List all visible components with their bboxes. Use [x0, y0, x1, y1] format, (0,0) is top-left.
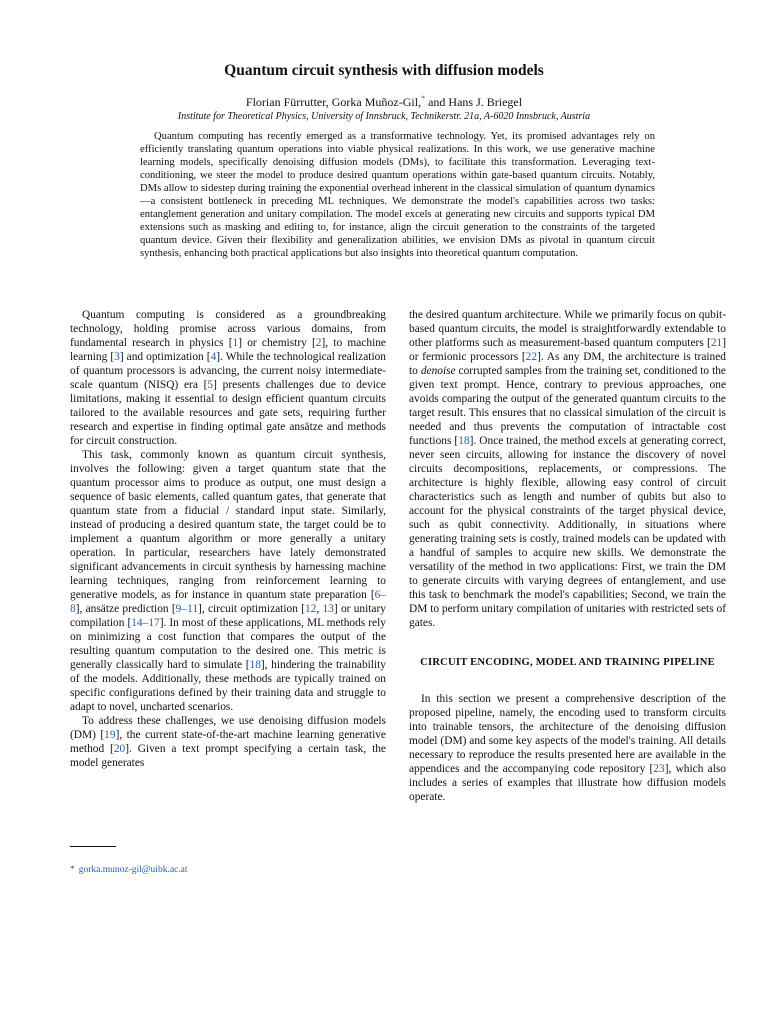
citation-link[interactable]: 14–17	[131, 617, 160, 629]
citation-link[interactable]: 12	[304, 603, 317, 615]
citation-link[interactable]: 1	[232, 337, 239, 349]
footnote-divider	[70, 846, 116, 847]
affiliation: Institute for Theoretical Physics, University of Innsbruck, Technikerstr. 21a, A-6020 Innsbruck, Austria	[177, 111, 591, 122]
corresponding-author-mark[interactable]: *	[421, 94, 426, 103]
section-heading: CIRCUIT ENCODING, MODEL AND TRAINING PIPELINE	[420, 657, 715, 668]
author-list	[0, 94, 768, 110]
citation-link[interactable]: 20	[113, 743, 126, 755]
authors-main: Florian Fürrutter, Gorka Muñoz-Gil,	[245, 95, 422, 109]
emphasis-denoise: denoise	[420, 365, 456, 377]
paragraph-diffusion-intro: To address these challenges, we use denoising diffusion models (DM) [19], the current state-of-the-art machine learning generative method [20]. Given a text prompt specifying a certain task, the model generates	[70, 715, 386, 769]
citation-link[interactable]: 18	[458, 435, 470, 447]
paragraph-pipeline: In this section we present a comprehensive description of the proposed pipeline, namely, the encoding used to transform circuits into trainable tensors, the architecture of the denoising diffusion model (DM) and some key aspects of the model's training. All details necessary to reproduce the results presented here are available in the appendices and the accompanying code repository [23], which also includes a series of examples that illustrate how diffusion models operate.	[409, 693, 726, 803]
citation-link[interactable]: 13	[322, 603, 334, 615]
citation-link[interactable]: 3	[114, 351, 120, 363]
paragraph-synthesis: This task, commonly known as quantum circuit synthesis, involves the following: given a target quantum state that the quantum processor aims to produce as output, one must design a sequence of basic elements, called quantum gates, that generate that quantum state from a fiducial / standard input state. Similarly, instead of producing a desired quantum state, the target could be to implement a quantum algorithm or more generally a unitary operation. In particular, researchers have lately demonstrated significant advancements in circuit synthesis by harnessing machine learning techniques, ranging from reinforcement learning to generative models, as for instance in quantum state preparation [6–8], ansätze prediction [9–11], circuit optimization [12, 13] or unitary compilation [14–17]. In most of these applications, ML methods rely on minimizing a cost function that compares the output of the resulting quantum computation to the desired one. This metric is generally classically hard to simulate [18], hindering the trainability of the models. Additionally, these methods are typically trained on specific configurations defined by their training data and struggle to adapt to novel, uncharted scenarios.	[70, 449, 386, 713]
paragraph-intro: Quantum computing is considered as a groundbreaking technology, holding promise across various domains, from fundamental research in physics [1] or chemistry [2], to machine learning [3] and optimization [4]. While the technological realization of quantum processors is advancing, the current noisy intermediate-scale quantum (NISQ) era [5] presents challenges due to device limitations, making it essential to design efficient quantum circuits tailored to the available resources and gate sets, requiring further research and expertise in finding optimal gate ansätze and methods for circuit construction.	[70, 309, 386, 447]
abstract: Quantum computing has recently emerged as a transformative technology. Yet, its promised advantages rely on efficiently translating quantum operations into viable physical realizations. In this work, we use generative machine learning models, specifically denoising diffusion models (DMs), to facilitate this transformation. Leveraging text-conditioning, we steer the model to produce desired quantum operations within gate-based quantum circuits. Notably, DMs allow to sidestep during training the exponential overhead inherent in the classical simulation of quantum dynamics—a consistent bottleneck in preceding ML techniques. We demonstrate the model's capabilities across two tasks: entanglement generation and unitary compilation. The model excels at generating new circuits and supports typical DM extensions such as masking and editing to, for instance, align the circuit generation to the constraints of the targeted quantum device. Given their flexibility and generalization abilities, we envision DMs as pivotal in quantum circuit synthesis, enhancing both practical applications but also insights into theoretical quantum computation.	[140, 131, 655, 259]
citation-link[interactable]: 21	[710, 337, 723, 349]
citation-link[interactable]: 19	[104, 729, 116, 741]
citation-link[interactable]: 22	[525, 351, 538, 363]
paper-title: Quantum circuit synthesis with diffusion models	[224, 62, 544, 79]
footnote-mark: *	[70, 865, 75, 875]
citation-link[interactable]: 23	[653, 763, 665, 775]
left-column	[70, 308, 386, 770]
paragraph-architecture: the desired quantum architecture. While we primarily focus on qubit-based quantum circuits, the model is straightforwardly extendable to other platforms such as measurement-based quantum computers [21] or fermionic processors [22]. As any DM, the architecture is trained to denoise corrupted samples from the training set, conditioned to the given text prompt. Hence, contrary to previous approaches, one avoids comparing the output of the generated quantum circuits to the target result. This ensures that no classical simulation of the circuit is needed and thus prevents the computation of intractable cost functions [18]. Once trained, the method excels at generating correct, never seen circuits, allowing for instance the discovery of novel circuits decompositions, replacements, or compressions. The architecture is highly flexible, allowing easy control of circuit characteristics such as length and number of qubits but also to account for the physical constraints of the target physical device, such as qubit connectivity. Additionally, in situations where generating training sets is costly, trained models can be updated with a handful of samples to acquire new skills. We demonstrate the versatility of the method in two applications: First, we train the DM to generate circuits with varying degrees of entanglement, and use this task to benchmark the model's capabilities; Second, we train the DM to perform unitary compilation of unitaries with restricted sets of gates.	[409, 309, 726, 629]
citation-link[interactable]: 4	[210, 351, 217, 363]
right-column	[409, 308, 726, 804]
citation-link[interactable]: 2	[315, 337, 322, 349]
citation-link[interactable]: 5	[207, 379, 214, 391]
footnote	[70, 865, 187, 875]
authors-tail: and Hans J. Briegel	[425, 95, 523, 109]
citation-link[interactable]: 9–11	[175, 603, 199, 615]
citation-link[interactable]: 6–8	[70, 589, 386, 615]
email-link[interactable]: gorka.munoz-gil@uibk.ac.at	[78, 865, 188, 875]
citation-link[interactable]: 18	[249, 659, 261, 671]
